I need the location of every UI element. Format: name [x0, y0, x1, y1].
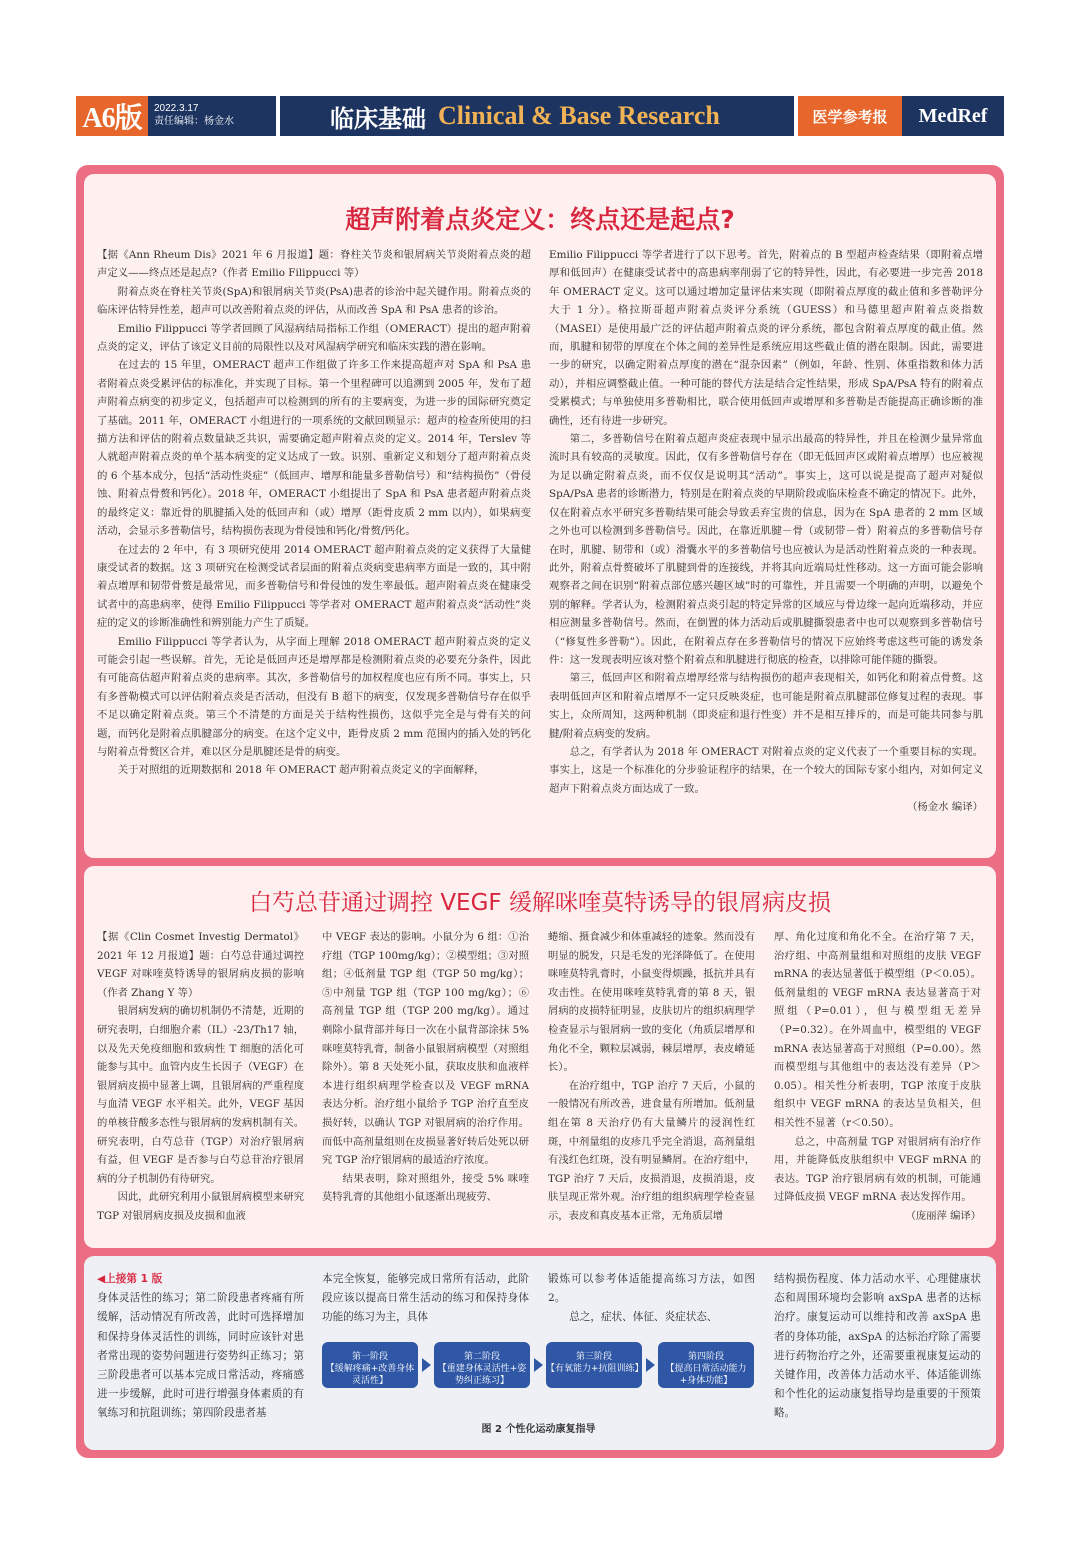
paragraph: 在治疗组中，TGP 治疗 7 天后，小鼠的一般情况有所改善，进食量有所增加。低剂量组在第 8 天治疗仍有大量鳞片的浸润性红斑，中剂量组的皮疹几乎完全消退，高剂量组有浅红色红斑，没有明显鳞屑。在治疗组中，TGP 治疗 7 天后，皮损消退，皮损消退，皮肤呈现正常外观。治疗组的组织病理学检查显示，表皮和真皮基本正常，无角质层增 [548, 1079, 755, 1222]
article-2-column-1 [97, 928, 304, 1244]
paragraph: 【据《Clin Cosmet Investig Dermatol》2021 年 12 月报道】题：白芍总苷通过调控 VEGF 对咪喹莫特诱导的银屑病皮损的影响（作者 Zhang Y 等） [97, 931, 304, 999]
paragraph: 厚、角化过度和角化不全。在治疗第 7 天，治疗组、中高剂量组和对照组的皮肤 VEGF mRNA 的表达显著低于模型组（P＜0.05）。低剂量组的 VEGF mRNA 表达显著高于对照组（P=0.01），但与模型组无差异（P=0.32）。在外周血中，模型组的 VEGF mRNA 表达显著高于对照组（P=0.00）。然而模型组与其他组中的表达没有差异（P＞0.05）。相关性分析表明，TGP 浓度于皮肤组织中 VEGF mRNA 的表达呈负相关，但相关性不显著（r＜0.50）。 [774, 931, 981, 1129]
paragraph: 结果表明，除对照组外，接受 5% 咪喹莫特乳膏的其他组小鼠逐渐出现疲劳、 [322, 1172, 529, 1204]
article-2-column-4 [774, 928, 981, 1244]
paragraph: 关于对照组的近期数据和 2018 年 OMERACT 超声附着点炎定义的字面解释， [117, 764, 485, 777]
section-title [280, 96, 794, 136]
article-2-column-2 [322, 928, 529, 1244]
paragraph: Emilio Filippucci 等学者认为，从字面上理解 2018 OMERACT 超声附着点炎的定义可能会引起一些误解。首先，无论是低回声还是增厚都是检测附着点炎的必要充分条件，因此有可能高估超声附着点炎的患病率。其次，多普勒信号的加权程度也应有所不同。事实上，只有多普勒模式可以评估附着点炎是否活动，但没有 B 超下的病变，仅发现多普勒信号存在似乎不足以确定附着点炎。第三个不清楚的方面是关于结构性损伤，这似乎完全是与骨有关的问题，而钙化是附着点肌腱部分的病变。在这个定义中，距骨皮质 2 mm 范围内的插入处的钙化与附着点骨赘区合并，难以区分是肌腱还是骨的病变。 [97, 635, 531, 758]
paragraph: 因此，此研究利用小鼠银屑病模型来研究 TGP 对银屑病皮损及皮损和血液 [97, 1191, 304, 1222]
paragraph: 结构损伤程度、体力活动水平、心理健康状态和周围环境均会影响 axSpA 患者的达标治疗。康复运动可以维持和改善 axSpA 患者的身体功能，axSpA 的达标治疗除了需要进行药物治疗之外，还需要重视康复运动的关键作用，改善体力活动水平、体适能训练和个性化的运动康复指导均是重要的干预策略。 [774, 1273, 981, 1420]
article-1-column-2 [549, 246, 983, 848]
article-3-column-1 [97, 1270, 304, 1440]
page-number: A6版 [76, 96, 148, 136]
paragraph: 附着点炎在脊柱关节炎(SpA)和银屑病关节炎(PsA)患者的诊治中起关键作用。附着点炎的临床评估特异性差，超声可以改善附着点炎的评估，从而改善 SpA 和 PsA 患者的诊治。 [97, 285, 531, 317]
paragraph: Emilio Filippucci 等学者进行了以下思考。首先，附着点的 B 型超声检查结果（即附着点增厚和低回声）在健康受试者中的高患病率削弱了它的特异性，因此，有必要进一步完善 2018 年 OMERACT 定义。这可以通过增加定量评估来实现（即附着点厚度的截止值和多普勒评分大于 1 分）。格拉斯哥超声附着点炎评分系统（GUESS）和马德里超声附着点炎指数（MASEI）是使用最广泛的评估超声附着点炎的评分系统，都包含附着点厚度的截止值。然而，肌腱和韧带的厚度在个体之间的差异性是系统应用这些截止值的潜在限制。因此，需要进一步的研究，以确定附着点厚度的潜在“混杂因素”（例如，年龄、性别、体重指数和体力活动），并相应调整截止值。一种可能的替代方法是结合定性结果，形成 SpA/PsA 特有的附着点受累模式；与单独使用多普勒相比，联合使用低回声或增厚和多普勒是否能提高正确诊断的准确性，还有待进一步研究。 [549, 249, 983, 427]
paragraph: 银屑病发病的确切机制仍不清楚，近期的研究表明，白细胞介素（IL）-23/Th17 轴，以及先天免疫细胞和致病性 T 细胞的活化可能参与其中。血管内皮生长因子（VEGF）在银屑病皮损中显著上调，且银屑病的严重程度与血清 VEGF 水平相关。此外，VEGF 基因的单核苷酸多态性与银屑病的发病机制有关。研究表明，白芍总苷（TGP）对治疗银屑病有益，但 VEGF 是否参与白芍总苷治疗银屑病的分子机制仍有待研究。 [97, 1005, 304, 1185]
article-2-column-3 [548, 928, 755, 1244]
rehab-flow-diagram [322, 1338, 755, 1400]
flow-stage-1: 第一阶段 【缓解疼痛+改善身体灵活性】 [322, 1342, 418, 1388]
paragraph: 蜷缩、摄食减少和体重减轻的迹象。然而没有明显的脱发，只是毛发的光泽降低了。在使用咪喹莫特乳膏时，小鼠变得烦躁，抵抗并具有攻击性。在使用咪喹莫特乳膏的第 8 天，银屑病的皮损特征明显，皮肤切片的组织病理学检查显示与银屑病一致的变化（角质层增厚和角化不全，颗粒层减弱，棘层增厚，表皮嵴延长）。 [548, 931, 755, 1074]
paragraph: 【据《Ann Rheum Dis》2021 年 6 月报道】题：脊柱关节炎和银屑病关节炎附着点炎的超声定义——终点还是起点?（作者 Emilio Filippucci 等） [97, 249, 531, 280]
article-3-column-4 [774, 1270, 981, 1440]
brand-logo-en: MedRef [902, 96, 1004, 136]
figure-caption: 图 2 个性化运动康复指导 [481, 1424, 596, 1435]
paragraph: 第二，多普勒信号在附着点超声炎症表现中显示出最高的特异性，并且在检测少量异常血流时具有较高的灵敏度。因此，仅有多普勒信号存在（即无低回声区或附着点增厚）也应被视为足以确定附着点炎，而不仅仅是说明其“活动”。事实上，这可以说是提高了超声对疑似 SpA/PsA 患者的诊断潜力，特别是在附着点炎的早期阶段或临床检查不确定的情况下。此外，仅在附着点水平研究多普勒结果可能会导致丢弃宝贵的信息，因为在 SpA 患者的 2 mm 区域之外也可以检测到多普勒信号。因此，在靠近肌腱－骨（或韧带－骨）附着点的多普勒信号存在时，肌腱、韧带和（或）滑囊水平的多普勒信号也应被认为是活动性附着点炎的一种表现。此外，附着点骨赘破坏了肌腱到骨的连接线，并将其向近端局灶性移动。这一方面可能会影响观察者之间在识别“附着点部位感兴趣区域”时的可靠性，并且需要一个明确的声明，以避免个别的解释。学者认为，检测附着点炎引起的特定异常的区域应与骨边缘一起向近端移动，并应相应测量多普勒信号。然而，在倒置的体力活动后或肌腱撕裂患者中也可以观察到多普勒信号（“修复性多普勒”）。因此，在附着点存在多普勒信号的情况下应始终考虑这些可能的诱发条件：这一发现表明应该对整个附着点和肌腱进行彻底的检查，以排除可能伴随的撕裂。 [549, 433, 983, 666]
translator-signature: （杨金水 编译） [906, 801, 983, 814]
flow-stage-3: 第三阶段 【有氧能力+抗阻训练】 [546, 1342, 642, 1388]
issue-meta [148, 96, 276, 136]
paragraph: 总之，有学者认为 2018 年 OMERACT 对附着点炎的定义代表了一个重要目标的实现。事实上，这是一个标准化的分步验证程序的结果，在一个较大的国际专家小组内，对如何定义超声下附着点炎方面达成了一致。 [549, 745, 983, 795]
flow-stage-2: 第二阶段 【重建身体灵活性+姿势纠正练习】 [434, 1342, 530, 1388]
article-1-column-1 [97, 246, 531, 848]
page-header [76, 96, 1004, 136]
paragraph: 在过去的 2 年中，有 3 项研究使用 2014 OMERACT 超声附着点炎的定义获得了大量健康受试者的数据。这 3 项研究在检测受试者层面的附着点炎病变患病率方面是一致的，其中附着点增厚和韧带骨赘是最常见，而多普勒信号和骨侵蚀的发生率最低。超声附着点炎在健康受试者中的高患病率，使得 Emilio Filippucci 等学者对 OMERACT 超声附着点炎“活动性”炎症的定义的诊断准确性和辨别能力产生了质疑。 [97, 543, 531, 630]
paragraph: Emilio Filippucci 等学者回顾了风湿病结局指标工作组（OMERACT）提出的超声附着点炎的定义，评估了该定义目前的局限性以及对风湿病学研究和临床实践的潜在影响。 [97, 322, 531, 354]
flow-stage-4: 第四阶段 【提高日常活动能力+身体功能】 [658, 1342, 754, 1388]
translator-signature: （庞丽萍 编译） [905, 1209, 981, 1222]
article-1-title: 超声附着点炎定义：终点还是起点? [345, 205, 735, 234]
section-title-cn: 临床基础 [330, 104, 426, 133]
paragraph: 总之，症状、体征、炎症状态、 [569, 1311, 718, 1324]
paragraph: 本完全恢复，能够完成日常所有活动，此阶段应该以提高日常生活动的练习和保持身体功能的练习为主，具体 [322, 1273, 529, 1324]
paragraph: 在过去的 15 年里，OMERACT 超声工作组做了许多工作来提高超声对 SpA 和 PsA 患者附着点炎受累评估的标准化，并实现了目标。第一个里程碑可以追溯到 2005 年，发布了超声附着点病变的初步定义，包括超声可以检测到的所有的主要病变，为进一步的国际研究奠定了基础。2011 年，OMERACT 小组进行的一项系统的文献回顾显示：超声的检查所使用的扫描方法和评估的附着点数量缺乏共识，需要确定超声附着点炎的定义。2014 年，Terslev 等人就超声附着点炎的单个基本病变的定义达成了一致。识别、重新定义和划分了超声附着点炎的 6 个基本成分，包括“活动性炎症”（低回声、增厚和能量多普勒信号）和“结构损伤”（骨侵蚀、附着点骨赘和钙化）。2018 年，OMERACT 小组提出了 SpA 和 PsA 患者超声附着点炎的最终定义：靠近骨的肌腱插入处的低回声和（或）增厚（距骨皮质 2 mm 以内），如果病变活动，会显示多普勒信号，结构损伤表现为骨侵蚀和钙化/骨赘/钙化。 [97, 359, 531, 538]
flow-arrow-icon [422, 1358, 431, 1372]
editor-credit: 责任编辑：杨金水 [154, 116, 234, 127]
article-2-title: 白芍总苷通过调控 VEGF 缓解咪喹莫特诱导的银屑病皮损 [249, 890, 831, 916]
section-title-en: Clinical & Base Research [438, 101, 720, 130]
paragraph: 锻炼可以参考体适能提高练习方法，如图 2。 [548, 1273, 755, 1305]
flow-arrow-icon [534, 1358, 543, 1372]
article-3-column-2 [322, 1270, 755, 1326]
paragraph: 总之，中高剂量 TGP 对银屑病有治疗作用，并能降低皮肤组织中 VEGF mRNA 的表达。TGP 治疗银屑病有效的机制，可能通过降低皮损 VEGF mRNA 表达发挥作用。 [774, 1135, 981, 1204]
paragraph: 第三，低回声区和附着点增厚经常与结构损伤的超声表现相关，如钙化和附着点骨赘。这表明低回声区和附着点增厚不一定只反映炎症，也可能是附着点肌腱部位修复过程的表现。事实上，众所周知，这两种机制（即炎症和退行性变）并不是相互排斥的，而是可能共同参与肌腱/附着点病变的发病。 [549, 672, 983, 740]
continued-from-label: ◀上接第 1 版 [97, 1273, 163, 1285]
flow-arrow-icon [646, 1358, 655, 1372]
paragraph: 身体灵活性的练习；第二阶段患者疼痛有所缓解，活动情况有所改善，此时可选择增加和保持身体灵活性的训练，同时应该针对患者常出现的姿势问题进行姿势纠正练习；第三阶段患者可以基本完成日常活动，疼痛感进一步缓解，此时可进行增强身体素质的有氧练习和抗阻训练；第四阶段患者基 [97, 1292, 304, 1420]
brand-logo-cn: 医学参考报 [798, 96, 902, 136]
paragraph: 中 VEGF 表达的影响。小鼠分为 6 组：①治疗组（TGP 100mg/kg）；②模型组；③对照组；④低剂量 TGP 组（TGP 50 mg/kg）；⑤中剂量 TGP 组（TGP 100 mg/kg）；⑥高剂量 TGP 组（TGP 200 mg/kg）。通过剃除小鼠背部并每日一次在小鼠背部涂抹 5% 咪喹莫特乳膏，制备小鼠银屑病模型（对照组除外）。第 8 天处死小鼠，获取皮肤和血液样本进行组织病理学检查以及 VEGF mRNA 表达分析。治疗组小鼠给予 TGP 治疗直至皮损好转，以确认 TGP 对银屑病的治疗作用。而低中高剂量组则在皮损显著好转后处死以研究 TGP 治疗银屑病的最适治疗浓度。 [322, 931, 529, 1167]
issue-date: 2022.3.17 [154, 103, 199, 114]
